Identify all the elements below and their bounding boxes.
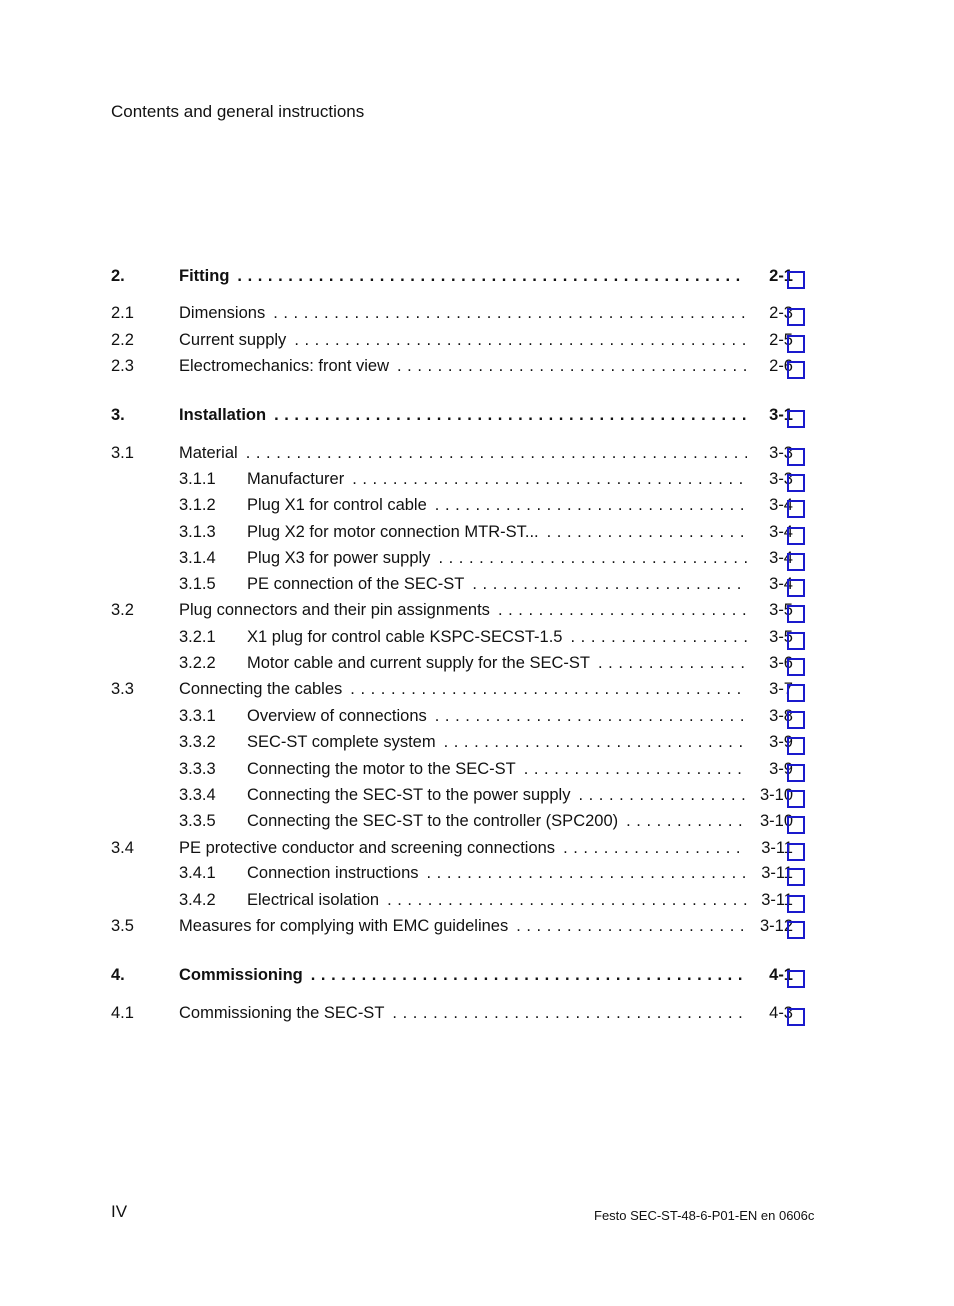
toc-entry-title: Connecting the cables: [179, 680, 343, 698]
toc-entry-title-leader: [247, 493, 747, 517]
toc-entry-title: X1 plug for control cable KSPC-SECST-1.5: [247, 628, 563, 646]
toc-entry-title: Plug X2 for motor connection MTR-ST...: [247, 523, 539, 541]
page-link-box[interactable]: [787, 921, 805, 939]
toc-entry[interactable]: [0, 546, 954, 570]
toc-entry-title: Electromechanics: front view: [179, 357, 389, 375]
toc-entry-page: 3-11: [761, 839, 793, 857]
page-link-box[interactable]: [787, 764, 805, 782]
page-link-box[interactable]: [787, 500, 805, 518]
toc-entry-title-leader: [247, 625, 747, 649]
toc-entry-page: 2-6: [769, 357, 793, 375]
toc-entry-page: 3-7: [769, 680, 793, 698]
toc-entry[interactable]: [0, 572, 954, 596]
page-link-box[interactable]: [787, 970, 805, 988]
toc-entry-title-leader: [247, 730, 747, 754]
toc-entry-title: Connecting the SEC-ST to the controller (SPC200): [247, 812, 619, 830]
page-link-box[interactable]: [787, 474, 805, 492]
toc-entry[interactable]: [0, 301, 954, 325]
toc-entry-title-leader: [247, 546, 747, 570]
toc-entry-page: 3-11: [761, 891, 793, 909]
page-link-box[interactable]: [787, 843, 805, 861]
toc-entry-title: Material: [179, 444, 238, 462]
toc-entry-number: 3.: [111, 406, 125, 424]
page-link-box[interactable]: [787, 308, 805, 326]
page-link-box[interactable]: [787, 527, 805, 545]
page-link-box[interactable]: [787, 410, 805, 428]
toc-entry-page: 3-4: [769, 523, 793, 541]
toc-entry-title-leader: [247, 467, 747, 491]
toc-entry[interactable]: [0, 403, 954, 427]
toc-entry-number: 2.2: [111, 331, 134, 349]
toc-entry[interactable]: [0, 1001, 954, 1025]
toc-entry[interactable]: [0, 441, 954, 465]
page-link-box[interactable]: [787, 1008, 805, 1026]
toc-entry-number: 3.3.4: [179, 786, 216, 804]
toc-entry-title: Plug X1 for control cable: [247, 496, 427, 514]
page-link-box[interactable]: [787, 868, 805, 886]
toc-entry[interactable]: [0, 467, 954, 491]
toc-entry-number: 2.3: [111, 357, 134, 375]
toc-entry-number: 3.5: [111, 917, 134, 935]
toc-entry-number: 3.2.2: [179, 654, 216, 672]
toc-entry-page: 3-5: [769, 601, 793, 619]
page-link-box[interactable]: [787, 816, 805, 834]
toc-entry[interactable]: [0, 757, 954, 781]
page-link-box[interactable]: [787, 361, 805, 379]
toc-entry-title: Current supply: [179, 331, 287, 349]
toc-entry-page: 3-3: [769, 470, 793, 488]
toc-entry-page: 3-4: [769, 575, 793, 593]
toc-entry-number: 3.1.3: [179, 523, 216, 541]
toc-entry-title: Installation: [179, 406, 267, 424]
toc-entry-title-leader: [179, 1001, 747, 1025]
toc-entry-title-leader: [179, 598, 747, 622]
page-link-box[interactable]: [787, 658, 805, 676]
toc-entry[interactable]: [0, 963, 954, 987]
toc-entry-title: Connecting the SEC-ST to the power supply: [247, 786, 571, 804]
toc-entry[interactable]: [0, 861, 954, 885]
toc-entry[interactable]: [0, 328, 954, 352]
toc-entry-number: 3.1: [111, 444, 134, 462]
toc-entry-page: 3-10: [759, 812, 793, 830]
toc-entry[interactable]: [0, 914, 954, 938]
toc-entry-title-leader: [179, 836, 747, 860]
toc-entry-title: Plug connectors and their pin assignments: [179, 601, 490, 619]
toc-entry[interactable]: [0, 704, 954, 728]
toc-entry-title-leader: [247, 572, 747, 596]
toc-entry-page: 3-8: [769, 707, 793, 725]
toc-entry-title: PE protective conductor and screening connections: [179, 839, 556, 857]
toc-entry-number: 3.1.5: [179, 575, 216, 593]
toc-entry-page: 2-5: [769, 331, 793, 349]
toc-entry[interactable]: [0, 783, 954, 807]
page-link-box[interactable]: [787, 684, 805, 702]
toc-entry-title-leader: [179, 264, 747, 288]
toc-entry[interactable]: [0, 625, 954, 649]
page-link-box[interactable]: [787, 448, 805, 466]
toc-entry-page: 3-9: [769, 760, 793, 778]
toc-entry-title: Commissioning the SEC-ST: [179, 1004, 385, 1022]
page-link-box[interactable]: [787, 895, 805, 913]
toc-entry-title-leader: [247, 783, 747, 807]
toc-entry-number: 2.: [111, 267, 125, 285]
toc-entry-title: Connection instructions: [247, 864, 419, 882]
toc-entry[interactable]: [0, 888, 954, 912]
toc-entry-title-leader: [179, 328, 747, 352]
page-link-box[interactable]: [787, 335, 805, 353]
toc-entry-number: 3.1.4: [179, 549, 216, 567]
toc-entry-title: Fitting: [179, 267, 230, 285]
toc-entry-number: 2.1: [111, 304, 134, 322]
toc-entry-title: Manufacturer: [247, 470, 345, 488]
toc-entry-number: 3.1.2: [179, 496, 216, 514]
toc-entry-title-leader: [179, 301, 747, 325]
toc-entry-number: 3.4.2: [179, 891, 216, 909]
toc-entry-number: 3.3: [111, 680, 134, 698]
toc-entry[interactable]: [0, 836, 954, 860]
toc-entry-page: 3-10: [759, 786, 793, 804]
toc-entry-page: 3-3: [769, 444, 793, 462]
toc-entry-title-leader: [179, 354, 747, 378]
toc-entry-page: 2-3: [769, 304, 793, 322]
page-header: Contents and general instructions: [111, 102, 365, 121]
toc-entry-title-leader: [179, 963, 747, 987]
toc-entry-page: 2-1: [769, 267, 793, 285]
toc-entry[interactable]: [0, 730, 954, 754]
page-link-box[interactable]: [787, 579, 805, 597]
toc-entry-title-leader: [247, 520, 747, 544]
toc-entry[interactable]: [0, 598, 954, 622]
toc-entry-number: 3.3.5: [179, 812, 216, 830]
toc-entry-number: 4.1: [111, 1004, 134, 1022]
toc-entry-page: 3-1: [769, 406, 793, 424]
toc-entry-page: 3-6: [769, 654, 793, 672]
toc-entry-title-leader: [179, 441, 747, 465]
toc-entry-title: PE connection of the SEC-ST: [247, 575, 465, 593]
toc-entry[interactable]: [0, 651, 954, 675]
page-link-box[interactable]: [787, 711, 805, 729]
page-link-box[interactable]: [787, 737, 805, 755]
toc-entry-number: 3.3.1: [179, 707, 216, 725]
toc-entry-title-leader: [179, 677, 747, 701]
page-link-box[interactable]: [787, 790, 805, 808]
toc-entry-page: 3-9: [769, 733, 793, 751]
toc-entry-number: 3.1.1: [179, 470, 216, 488]
toc-entry[interactable]: [0, 493, 954, 517]
toc-entry-number: 4.: [111, 966, 125, 984]
page-link-box[interactable]: [787, 605, 805, 623]
toc-entry-title: Measures for complying with EMC guidelines: [179, 917, 509, 935]
toc-entry[interactable]: [0, 809, 954, 833]
toc-entry-number: 3.2: [111, 601, 134, 619]
toc-entry-number: 3.3.3: [179, 760, 216, 778]
toc-entry-page: 3-4: [769, 496, 793, 514]
toc-entry-page: 4-3: [769, 1004, 793, 1022]
toc-entry-title: Commissioning: [179, 966, 303, 984]
toc-entry-title-leader: [247, 704, 747, 728]
toc-entry-title-leader: [247, 861, 747, 885]
page-link-box[interactable]: [787, 553, 805, 571]
toc-entry-title: Electrical isolation: [247, 891, 380, 909]
toc-entry[interactable]: [0, 264, 954, 288]
toc-entry-number: 3.3.2: [179, 733, 216, 751]
toc-entry-title: Motor cable and current supply for the SEC-ST: [247, 654, 590, 672]
toc-entry-title: Overview of connections: [247, 707, 427, 725]
toc-entry[interactable]: [0, 677, 954, 701]
toc-entry-title: Plug X3 for power supply: [247, 549, 431, 567]
toc-entry-title-leader: [247, 809, 747, 833]
toc-entry-title-leader: [247, 888, 747, 912]
page-number: IV: [111, 1202, 128, 1221]
toc-entry-page: 3-11: [761, 864, 793, 882]
toc-entry-number: 3.4: [111, 839, 134, 857]
toc-entry-title: SEC-ST complete system: [247, 733, 436, 751]
toc-entry-title-leader: [247, 757, 747, 781]
toc-entry-title-leader: [179, 914, 747, 938]
toc-entry-title: Connecting the motor to the SEC-ST: [247, 760, 516, 778]
toc-entry-page: 3-4: [769, 549, 793, 567]
document-id: Festo SEC-ST-48-6-P01-EN en 0606c: [594, 1208, 815, 1223]
toc-entry-title-leader: [247, 651, 747, 675]
toc-entry-number: 3.4.1: [179, 864, 216, 882]
toc-entry[interactable]: [0, 354, 954, 378]
toc-entry[interactable]: [0, 520, 954, 544]
toc-entry-number: 3.2.1: [179, 628, 216, 646]
page-link-box[interactable]: [787, 271, 805, 289]
page-link-box[interactable]: [787, 632, 805, 650]
toc-entry-title: Dimensions: [179, 304, 266, 322]
toc-entry-page: 4-1: [769, 966, 793, 984]
toc-entry-page: 3-5: [769, 628, 793, 646]
toc-entry-page: 3-12: [759, 917, 793, 935]
toc-entry-title-leader: [179, 403, 747, 427]
